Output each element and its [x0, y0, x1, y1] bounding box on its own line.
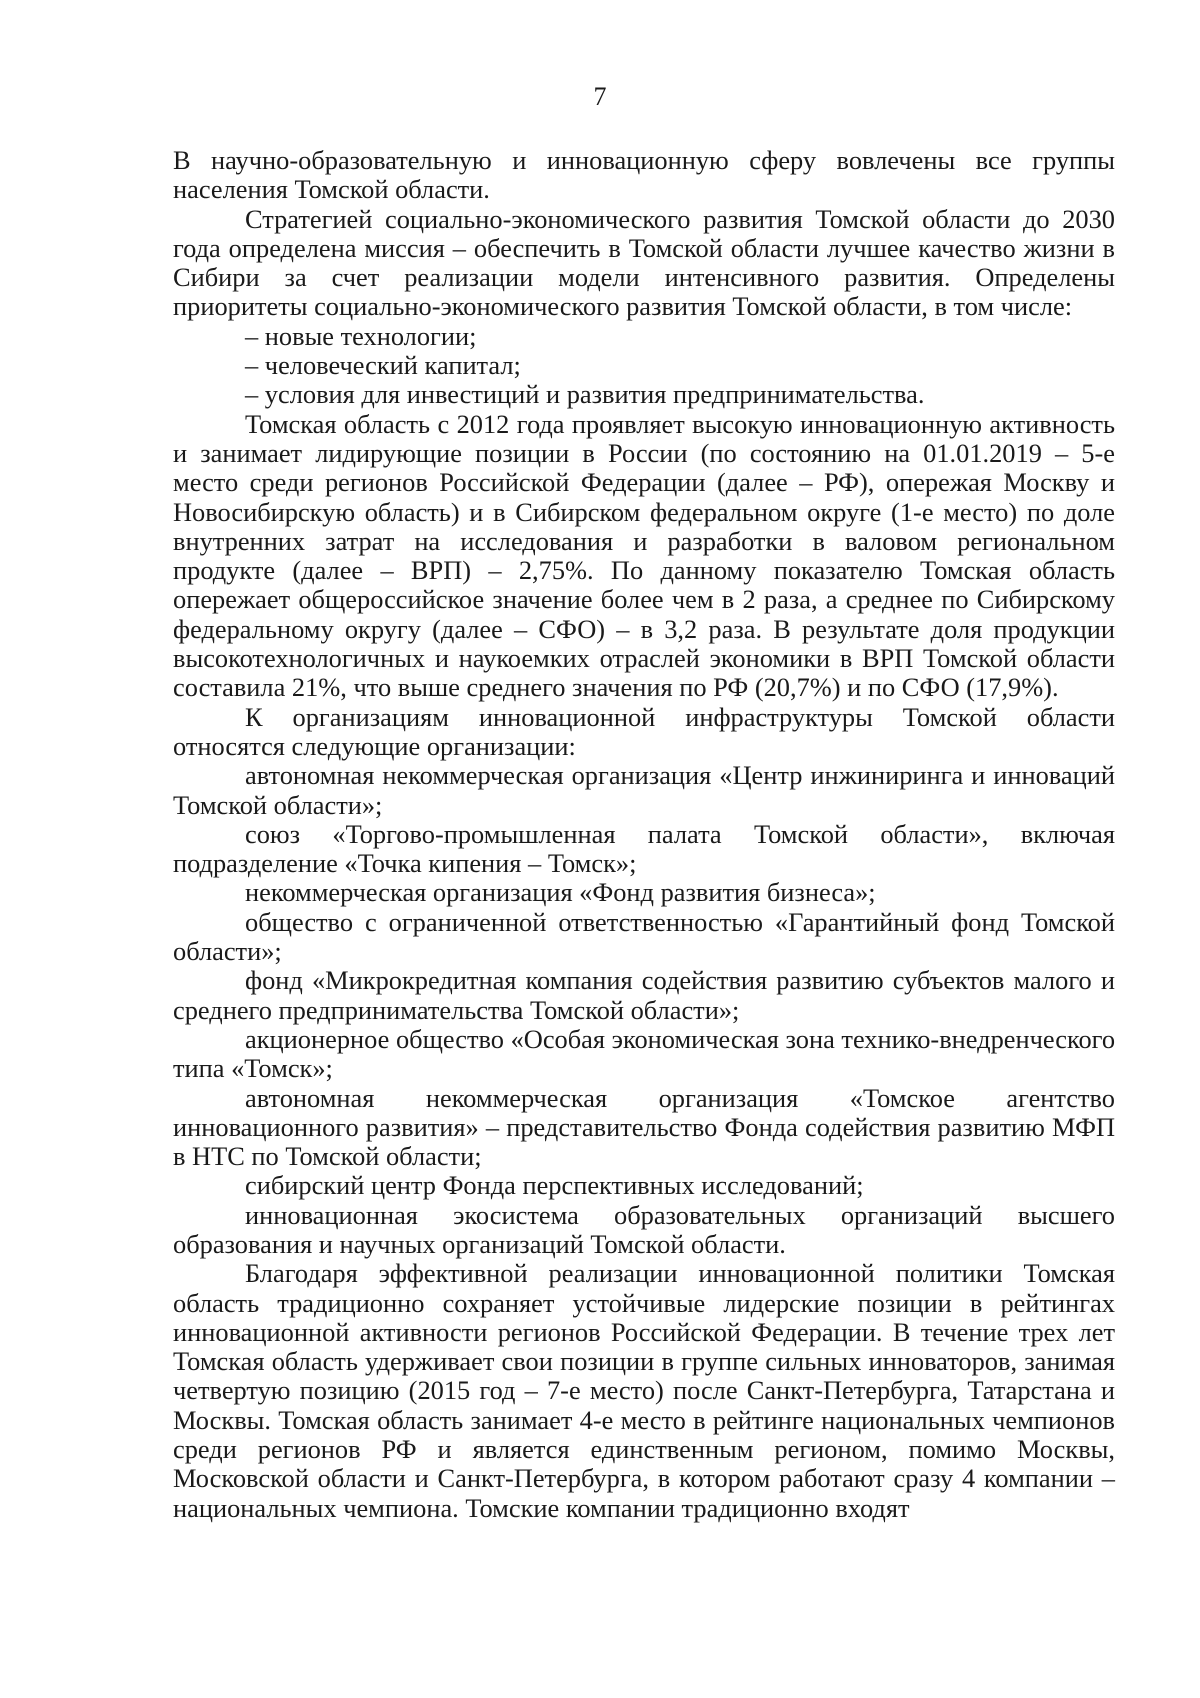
list-item-organization: акционерное общество «Особая экономическая зона технико-внедренческого типа «Томск»; [173, 1023, 1116, 1084]
list-item-organization: некоммерческая организация «Фонд развития бизнеса»; [245, 877, 876, 908]
paragraph-innovation-activity: Томская область с 2012 года проявляет высокую инновационную активность и занимает лидирующие позиции в России (по состоянию на 01.01.2019 – 5-е место среди регионов Российской Федерации (далее – РФ), опережая Москву и Новосибирскую область) и в Сибирском федеральном округе (1-е место) по доле внутренних затрат на исследования и разработки в валовом региональном продукте (далее – ВРП) – 2,75%. По данному показателю Томская область опережает общероссийское значение более чем в 2 раза, а среднее по Сибирскому федеральному округу (далее – СФО) – в 3,2 раза. В результате доля продукции высокотехнологичных и наукоемких отраслей экономики в ВРП Томской области составила 21%, что выше среднего значения по РФ (20,7%) и по СФО (17,9%). [173, 408, 1115, 703]
list-item-organization: общество с ограниченной ответственностью «Гарантийный фонд Томской области»; [173, 906, 1115, 967]
paragraph-ratings: Благодаря эффективной реализации инновационной политики Томская область традиционно сохраняет устойчивые лидерские позиции в рейтингах инновационной активности регионов Российской Федерации. В течение трех лет Томская область удерживает свои позиции в группе сильных инноваторов, занимая четвертую позицию (2015 год – 7-е место) после Санкт-Петербурга, Татарстана и Москвы. Томская область занимает 4-е место в рейтинге национальных чемпионов среди регионов РФ и является единственным регионом, помимо Москвы, Московской области и Санкт-Петербурга, в котором работают сразу 4 компании – национальных чемпиона. Томские компании традиционно входят [173, 1258, 1115, 1523]
list-item-organization: автономная некоммерческая организация «Центр инжиниринга и инноваций Томской области»; [173, 760, 1115, 820]
list-item-priority: – человеческий капитал; [245, 350, 521, 381]
list-item-priority: – новые технологии; [245, 320, 477, 351]
paragraph-infrastructure-intro: К организациям инновационной инфраструктуры Томской области относятся следующие организации: [173, 701, 1115, 761]
list-item-organization: автономная некоммерческая организация «Томское агентство инновационного развития» – представительство Фонда содействия развитию МФП в НТС по Томской области; [173, 1082, 1115, 1172]
paragraph-intro: В научно-образовательную и инновационную сферу вовлечены все группы населения Томской области. [173, 145, 1115, 205]
paragraph-strategy: Стратегией социально-экономического развития Томской области до 2030 года определена миссия – обеспечить в Томской области лучшее качество жизни в Сибири за счет реализации модели интенсивного развития. Определены приоритеты социально-экономического развития Томской области, в том числе: [173, 203, 1115, 322]
list-item-organization: сибирский центр Фонда перспективных исследований; [245, 1170, 864, 1201]
page-number: 7 [593, 82, 607, 111]
list-item-organization: инновационная экосистема образовательных организаций высшего образования и научных организаций Томской области. [173, 1199, 1115, 1259]
list-item-priority: – условия для инвестиций и развития предпринимательства. [245, 379, 925, 410]
list-item-organization: союз «Торгово-промышленная палата Томской области», включая подразделение «Точка кипения – Томск»; [173, 818, 1115, 879]
body-text [173, 146, 1115, 1523]
list-item-organization: фонд «Микрокредитная компания содействия развитию субъектов малого и среднего предпринимательства Томской области»; [173, 965, 1115, 1025]
